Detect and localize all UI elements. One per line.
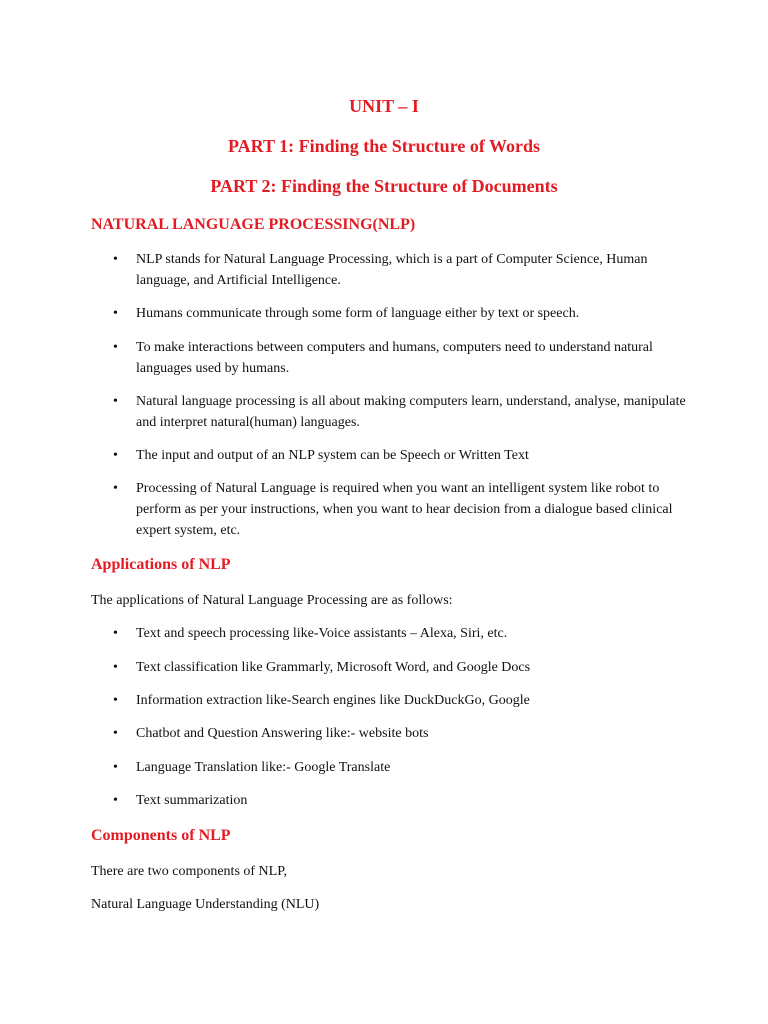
list-item-text: Humans communicate through some form of language either by text or speech.: [136, 306, 580, 321]
list-item-text: Chatbot and Question Answering like:- website bots: [136, 726, 429, 741]
bullet-icon: •: [113, 693, 118, 708]
bullet-icon: •: [113, 306, 118, 321]
part1-title: PART 1: Finding the Structure of Words: [227, 136, 541, 156]
list-item-text: The input and output of an NLP system can be Speech or Written Text: [136, 448, 529, 463]
applications-heading: Applications of NLP: [91, 556, 231, 573]
list-item-text: Text classification like Grammarly, Microsoft Word, and Google Docs: [136, 660, 531, 675]
bullet-icon: •: [113, 760, 118, 775]
list-item-text: Information extraction like-Search engines like DuckDuckGo, Google: [136, 693, 530, 708]
list-item-text: Language Translation like:- Google Translate: [136, 760, 391, 775]
nlu-line: Natural Language Understanding (NLU): [91, 897, 320, 912]
components-intro: There are two components of NLP,: [91, 864, 287, 879]
bullet-icon: •: [113, 481, 118, 496]
list-item-text: Text summarization: [136, 793, 248, 808]
list-item-text: To make interactions between computers and humans, computers need to understand natural languages used by humans.: [136, 340, 653, 376]
part2-title: PART 2: Finding the Structure of Documents: [210, 176, 558, 196]
bullet-icon: •: [113, 448, 118, 463]
list-item-text: NLP stands for Natural Language Processing, which is a part of Computer Science, Human language, and Artificial Intelligence.: [136, 252, 648, 288]
components-heading: Components of NLP: [91, 827, 231, 844]
bullet-icon: •: [113, 252, 118, 267]
nlp-section-heading: NATURAL LANGUAGE PROCESSING(NLP): [91, 216, 416, 233]
bullet-icon: •: [113, 726, 118, 741]
bullet-icon: •: [113, 660, 118, 675]
bullet-icon: •: [113, 394, 118, 409]
bullet-icon: •: [113, 793, 118, 808]
applications-intro: The applications of Natural Language Processing are as follows:: [91, 593, 453, 608]
bullet-icon: •: [113, 626, 118, 641]
bullet-icon: •: [113, 340, 118, 355]
unit-title: UNIT – I: [349, 96, 419, 116]
list-item-text: Processing of Natural Language is required when you want an intelligent system like robot to perform as per your instructions, when you want to hear decision from a dialogue based clinical expert system, etc.: [136, 481, 673, 538]
list-item-text: Text and speech processing like-Voice assistants – Alexa, Siri, etc.: [136, 626, 508, 641]
list-item-text: Natural language processing is all about making computers learn, understand, analyse, manipulate and interpret natural(human) languages.: [136, 394, 686, 430]
